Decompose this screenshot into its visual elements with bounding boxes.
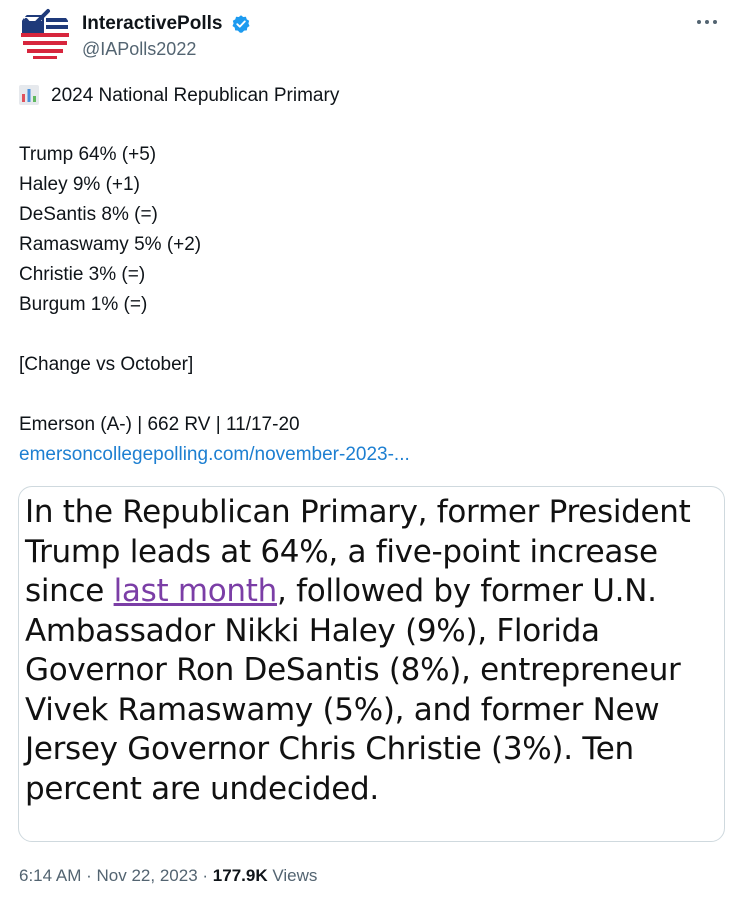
quoted-image-card[interactable] — [18, 486, 725, 842]
poll-link[interactable]: emersoncollegepolling.com/november-2023-... — [19, 444, 410, 465]
author-names — [82, 12, 251, 62]
card-text — [25, 493, 724, 809]
meta-separator: · — [86, 866, 92, 885]
card-text-fragment: , followed by former U.N. — [276, 573, 657, 609]
card-line: In the Republican Primary, former President — [25, 494, 691, 530]
card-line: Trump leads at 64%, a five-point increase — [25, 533, 658, 570]
result-line: Burgum 1% (=) — [19, 294, 148, 315]
card-line: Governor Ron DeSantis (8%), entrepreneur — [25, 652, 681, 688]
tweet-body — [19, 80, 719, 470]
tweet-meta — [19, 864, 317, 888]
result-line: Christie 3% (=) — [19, 264, 146, 285]
result-line: Trump 64% (+5) — [19, 144, 157, 165]
card-line: Ambassador Nikki Haley (9%), Florida — [25, 612, 600, 649]
result-line: Haley 9% (+1) — [19, 174, 140, 195]
tweet-title-line — [19, 80, 719, 110]
verified-badge-icon — [231, 14, 251, 34]
us-flag-ballot-checkmark-icon — [18, 8, 72, 62]
card-line: Vivek Ramaswamy (5%), and former New — [25, 691, 660, 728]
tweet-time[interactable]: 6:14 AM — [19, 866, 82, 885]
blank-line — [19, 380, 719, 410]
meta-separator: · — [202, 866, 209, 885]
avatar[interactable] — [18, 8, 72, 62]
tweet-date[interactable]: Nov 22, 2023 — [96, 866, 198, 885]
more-dots-icon[interactable] — [694, 12, 720, 32]
result-line: Ramaswamy 5% (+2) — [19, 234, 202, 255]
tweet-title: 2024 National Republican Primary — [51, 84, 340, 106]
author-handle[interactable]: @IAPolls2022 — [82, 39, 197, 59]
card-line: Jersey Governor Chris Christie (3%). Ten — [25, 731, 634, 767]
author-display-name[interactable]: InteractivePolls — [82, 13, 223, 34]
result-line: DeSantis 8% (=) — [19, 204, 158, 225]
views-label: Views — [272, 866, 318, 885]
bar-chart-emoji — [19, 85, 39, 105]
card-line — [25, 572, 724, 612]
blank-line — [19, 320, 719, 350]
last-month-link[interactable]: last month — [113, 573, 277, 609]
tweet-header — [18, 8, 728, 72]
views-count: 177.9K — [212, 866, 268, 885]
poll-source: Emerson (A-) | 662 RV | 11/17-20 — [19, 414, 300, 435]
card-line: percent are undecided. — [25, 770, 379, 807]
blank-line — [19, 110, 719, 140]
change-note: [Change vs October] — [19, 354, 194, 375]
card-text-fragment: since — [25, 573, 114, 609]
